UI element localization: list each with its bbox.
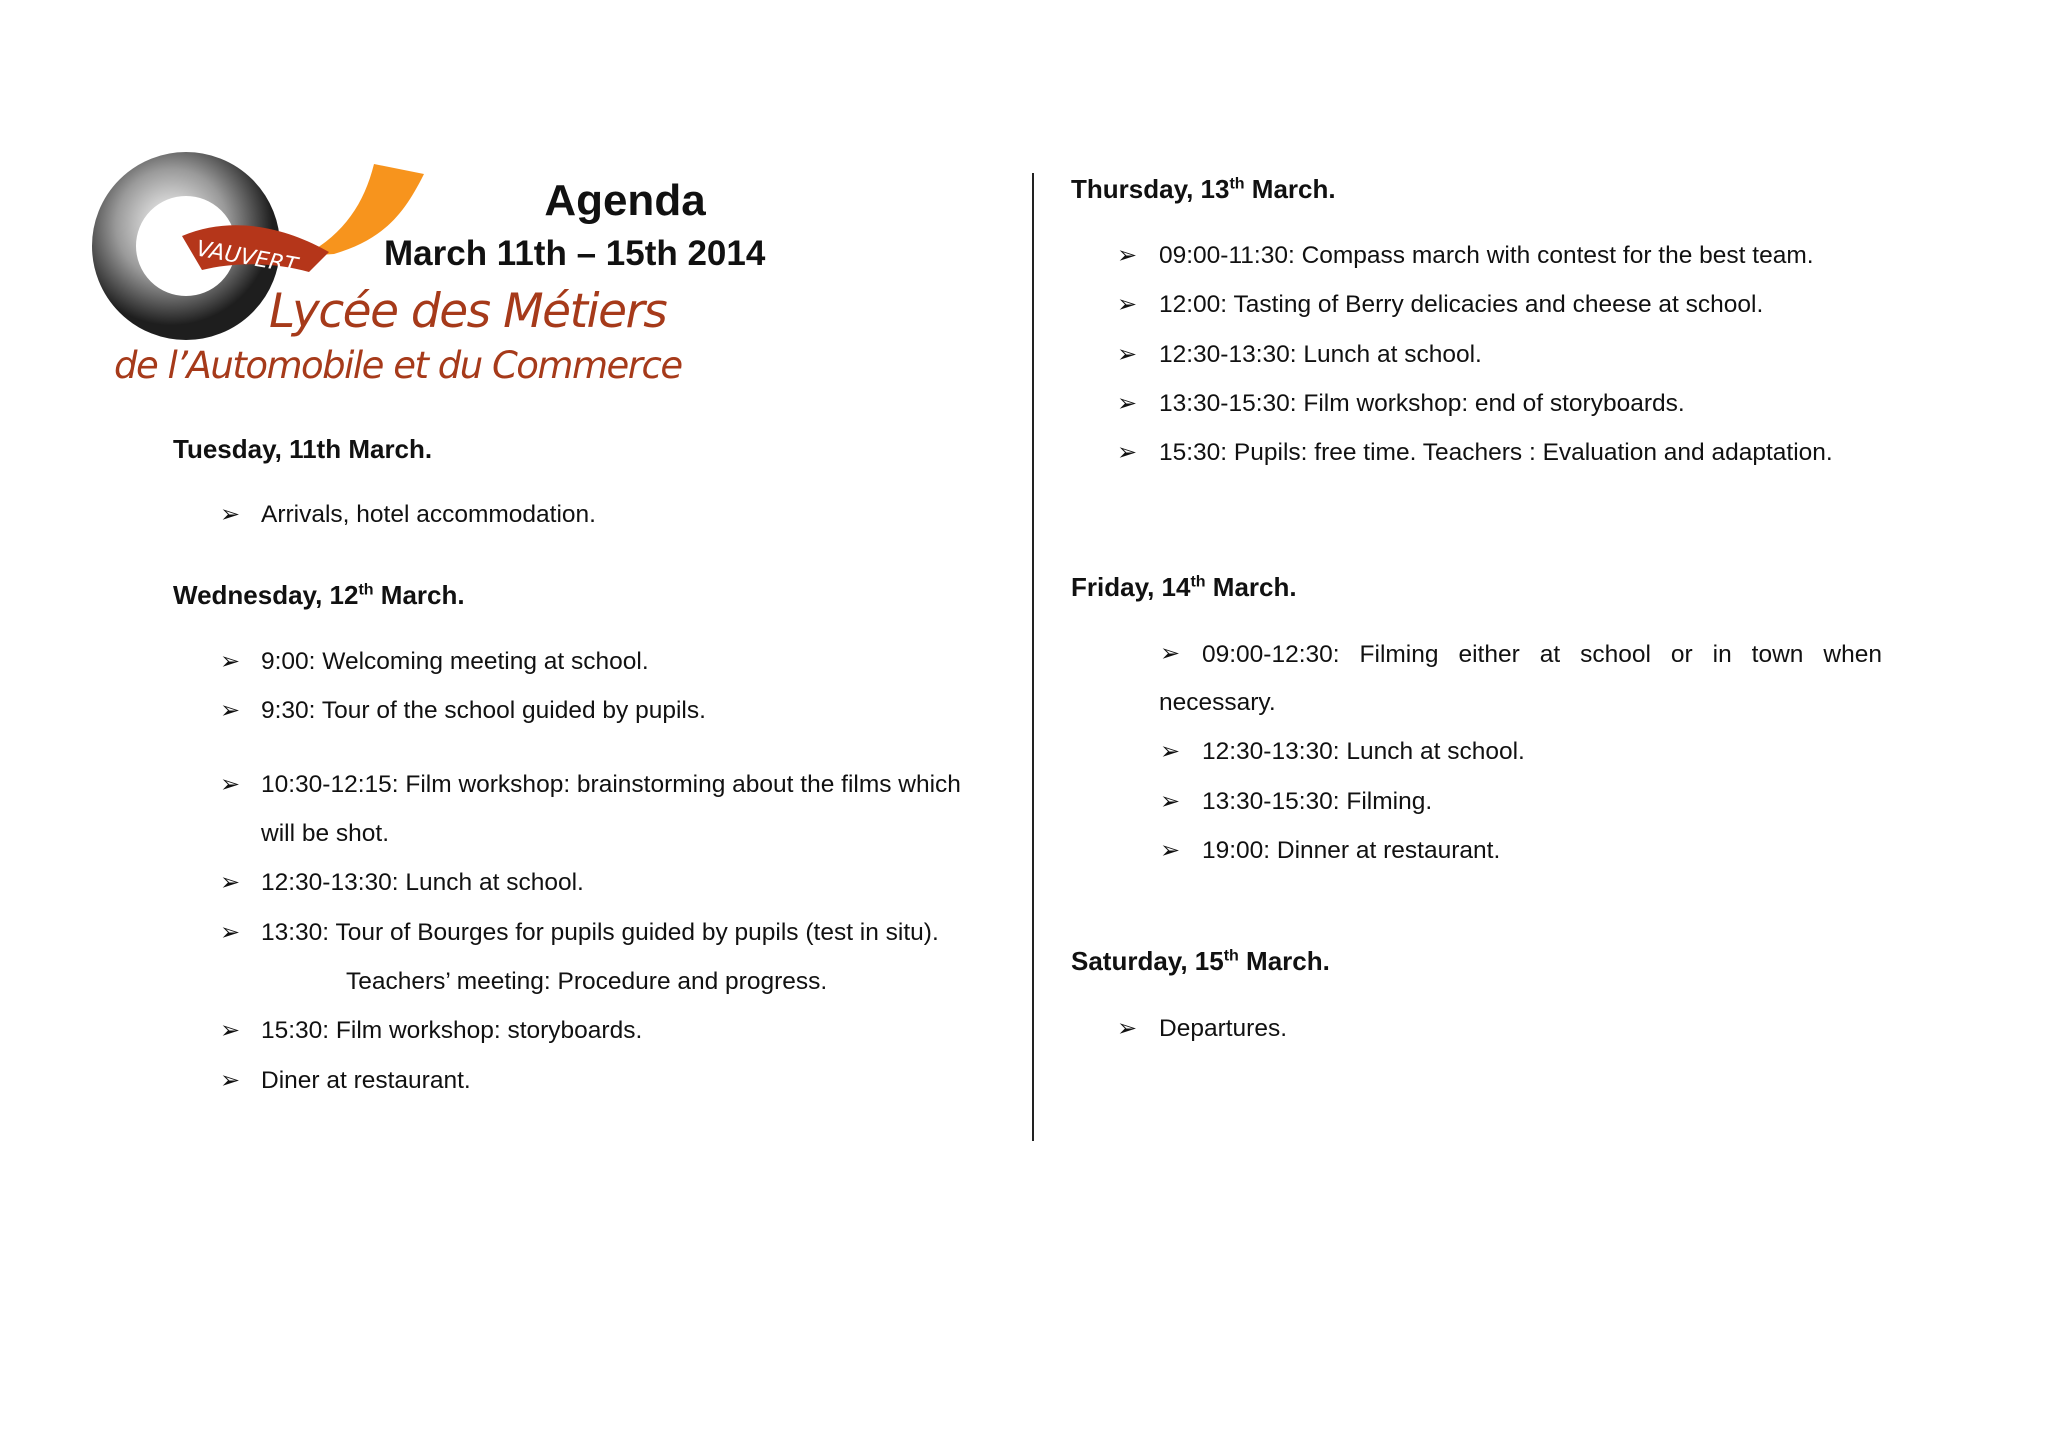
day-heading-saturday: Saturday, 15th March. [1071,946,1330,976]
list-item-continuation: Teachers’ meeting: Procedure and progress. [346,968,828,995]
bullet-icon: ➢ [1160,738,1181,765]
page-title: Agenda [544,176,706,225]
bullet-icon: ➢ [220,1067,241,1094]
bullet-icon: ➢ [1117,341,1138,368]
list-item: 9:30: Tour of the school guided by pupils. [261,697,706,724]
bullet-icon: ➢ [220,501,241,528]
list-item: 10:30-12:15: Film workshop: brainstorming about the films which [261,771,961,798]
logo-line-1: Lycée des Métiers [269,284,667,339]
list-item: Departures. [1159,1015,1288,1042]
list-item-justified [1202,630,1882,679]
bullet-icon: ➢ [220,919,241,946]
list-item-continuation: will be shot. [261,820,390,847]
list-item: 13:30-15:30: Filming. [1202,788,1433,815]
bullet-icon: ➢ [1117,1015,1138,1042]
bullet-icon: ➢ [1117,439,1138,466]
list-item: 15:30: Pupils: free time. Teachers : Evaluation and adaptation. [1159,439,1833,466]
logo-line-2: de l’Automobile et du Commerce [114,344,682,387]
bullet-icon: ➢ [1160,640,1181,667]
list-item: Diner at restaurant. [261,1067,471,1094]
list-item: 12:30-13:30: Lunch at school. [261,869,584,896]
list-item: 12:00: Tasting of Berry delicacies and cheese at school. [1159,291,1764,318]
list-item: 13:30-15:30: Film workshop: end of storyboards. [1159,390,1685,417]
list-item: Arrivals, hotel accommodation. [261,501,596,528]
justified-line: 09:00-12:30: Filming either at school or in town when [1202,641,1882,668]
page-subtitle: March 11th – 15th 2014 [384,234,766,273]
bullet-icon: ➢ [220,869,241,896]
day-heading-tuesday: Tuesday, 11th March. [173,434,433,464]
bullet-icon: ➢ [1160,788,1181,815]
bullet-icon: ➢ [220,771,241,798]
list-item: 19:00: Dinner at restaurant. [1202,837,1501,864]
bullet-icon: ➢ [220,648,241,675]
bullet-icon: ➢ [1117,242,1138,269]
bullet-icon: ➢ [1117,390,1138,417]
list-item-continuation: necessary. [1159,689,1276,716]
bullet-icon: ➢ [1160,837,1181,864]
day-heading-thursday: Thursday, 13th March. [1071,174,1336,204]
logo-badge-text: VAUVERT [194,236,300,279]
list-item: 13:30: Tour of Bourges for pupils guided by pupils (test in situ). [261,919,939,946]
bullet-icon: ➢ [220,697,241,724]
bullet-icon: ➢ [220,1017,241,1044]
list-item: 15:30: Film workshop: storyboards. [261,1017,643,1044]
day-heading-wednesday: Wednesday, 12th March. [173,580,465,610]
list-item: 9:00: Welcoming meeting at school. [261,648,649,675]
list-item: 12:30-13:30: Lunch at school. [1159,341,1482,368]
column-divider [1032,173,1034,1141]
bullet-icon: ➢ [1117,291,1138,318]
list-item: 09:00-11:30: Compass march with contest for the best team. [1159,242,1814,269]
day-heading-friday: Friday, 14th March. [1071,572,1297,602]
list-item: 12:30-13:30: Lunch at school. [1202,738,1525,765]
